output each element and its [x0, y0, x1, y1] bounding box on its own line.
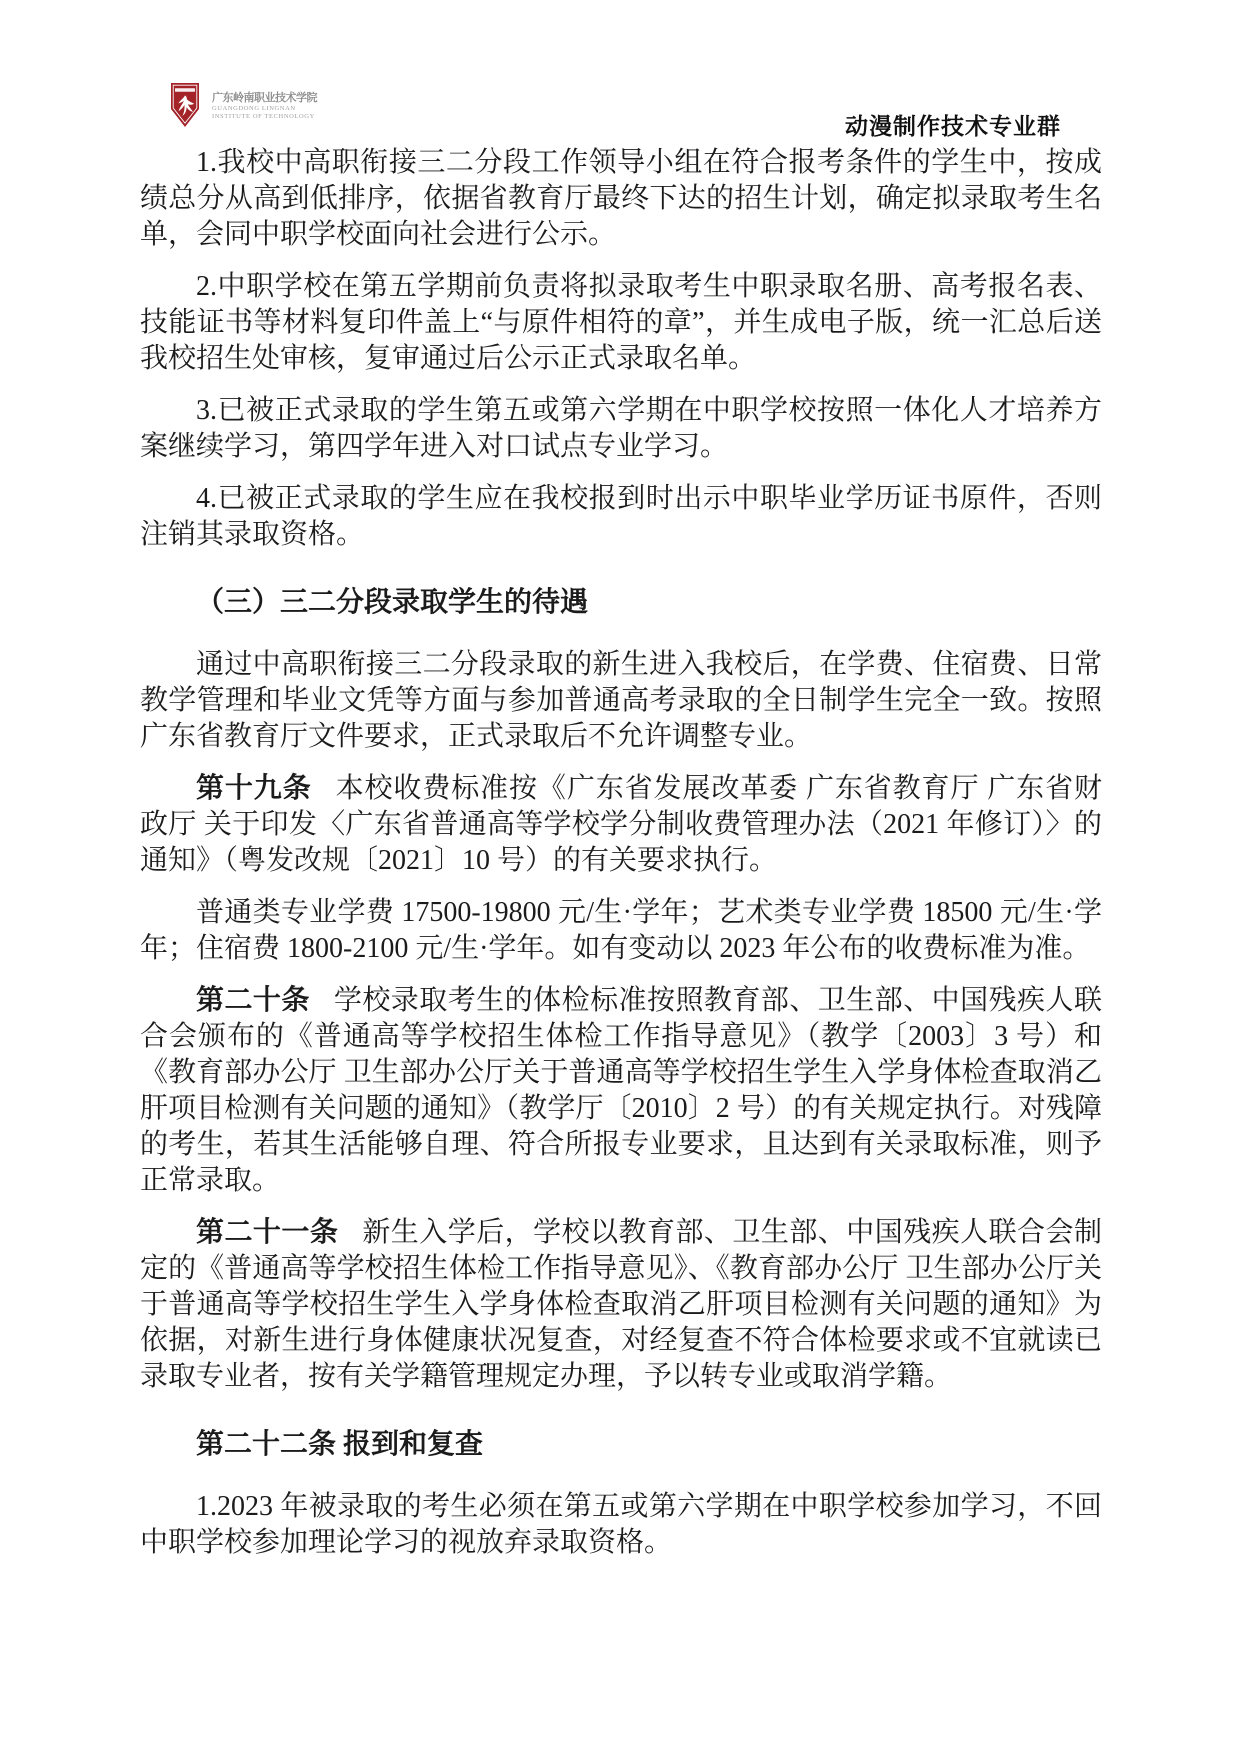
paragraph-2: 2.中职学校在第五学期前负责将拟录取考生中职录取名册、高考报名表、技能证书等材料复印件盖上“与原件相符的章”，并生成电子版，统一汇总后送我校招生处审核，复审通过后公示正式录取名单。 — [140, 271, 1102, 374]
article-21-number: 第二十一条 — [196, 1217, 339, 1248]
document-body — [140, 145, 1102, 1577]
paragraph-article-19 — [140, 771, 1102, 879]
article-20-text: 学校录取考生的体检标准按照教育部、卫生部、中国残疾人联合会颁布的《普通高等学校招生体检工作指导意见》（教学〔2003〕3 号）和《教育部办公厅 卫生部办公厅关于普通高等学校招生学生入学身体检查取消乙肝项目检测有关问题的通知》（教学厅〔2010〕2 号）的有关规定执行。对残障的考生，若其生活能够自理、符合所报专业要求，且达到有关录取标准，则予正常录取。 — [140, 985, 1102, 1196]
section-heading-article-22: 第二十二条 报到和复查 — [196, 1429, 484, 1460]
paragraph-tuition: 普通类专业学费 17500-19800 元/生·学年；艺术类专业学费 18500 元/生·学年；住宿费 1800-2100 元/生·学年。如有变动以 2023 年公布的收费标准为准。 — [140, 897, 1102, 964]
paragraph-registration: 1.2023 年被录取的考生必须在第五或第六学期在中职学校参加学习，不回中职学校参加理论学习的视放弃录取资格。 — [140, 1491, 1102, 1558]
header-group-title: 动漫制作技术专业群 — [845, 114, 1061, 139]
school-name-en-line1: GUANGDONG LINGNAN — [212, 105, 296, 112]
school-logo — [170, 82, 317, 128]
paragraph-3: 3.已被正式录取的学生第五或第六学期在中职学校按照一体化人才培养方案继续学习，第四学年进入对口试点专业学习。 — [140, 395, 1102, 462]
article-19-number: 第十九条 — [196, 773, 312, 804]
section-heading-treatment: （三）三二分段录取学生的待遇 — [196, 587, 589, 618]
article-20-number: 第二十条 — [196, 985, 310, 1016]
paragraph-4: 4.已被正式录取的学生应在我校报到时出示中职毕业学历证书原件，否则注销其录取资格。 — [140, 483, 1102, 550]
paragraph-1: 1.我校中高职衔接三二分段工作领导小组在符合报考条件的学生中，按成绩总分从高到低排序，依据省教育厅最终下达的招生计划，确定拟录取考生名单，会同中职学校面向社会进行公示。 — [140, 147, 1102, 250]
article-19-text: 本校收费标准按《广东省发展改革委 广东省教育厅 广东省财政厅 关于印发〈广东省普通高等学校学分制收费管理办法（2021 年修订）〉的通知》（粤发改规〔2021〕10 号）的有关要求执行。 — [140, 773, 1102, 876]
paragraph-article-20 — [140, 983, 1102, 1199]
paragraph-article-21 — [140, 1215, 1102, 1395]
school-name-en — [212, 105, 317, 121]
school-name-en-line2: INSTITUTE OF TECHNOLOGY — [212, 113, 315, 120]
school-crest-icon — [170, 82, 200, 128]
school-name-cn: 广东岭南职业技术学院 — [212, 92, 317, 104]
article-21-text: 新生入学后，学校以教育部、卫生部、中国残疾人联合会制定的《普通高等学校招生体检工作指导意见》、《教育部办公厅 卫生部办公厅关于普通高等学校招生学生入学身体检查取消乙肝项目检测有关问题的通知》为依据，对新生进行身体健康状况复查，对经复查不符合体检要求或不宜就读已录取专业者，按有关学籍管理规定办理，予以转专业或取消学籍。 — [140, 1217, 1102, 1392]
paragraph-treatment: 通过中高职衔接三二分段录取的新生进入我校后，在学费、住宿费、日常教学管理和毕业文凭等方面与参加普通高考录取的全日制学生完全一致。按照广东省教育厅文件要求，正式录取后不允许调整专业。 — [140, 649, 1102, 752]
school-name-block — [212, 82, 317, 121]
